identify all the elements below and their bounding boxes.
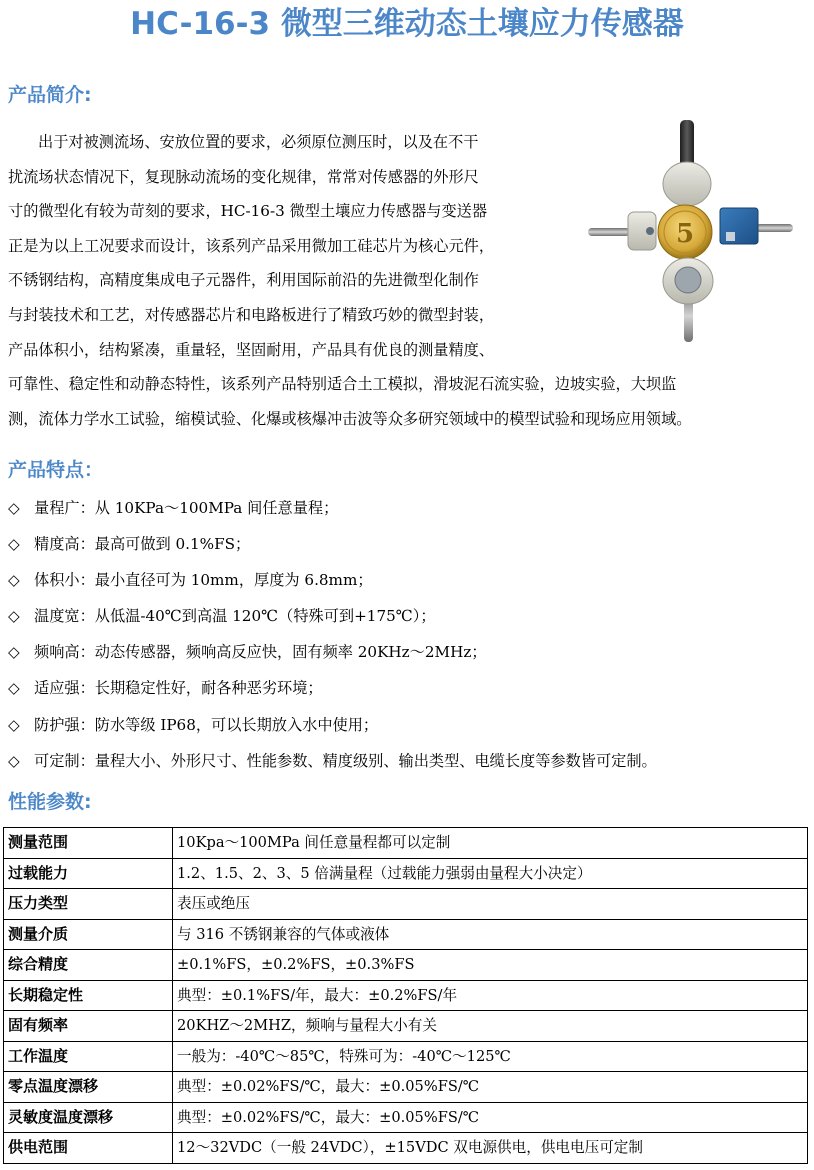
- diamond-icon: ◇: [8, 679, 20, 698]
- diamond-icon: ◇: [8, 751, 20, 770]
- param-name: 过载能力: [4, 858, 173, 889]
- param-name: 灵敏度温度漂移: [4, 1102, 173, 1133]
- param-value: 表压或绝压: [173, 889, 808, 920]
- intro-line: 与封装技术和工艺，对传感器芯片和电路板进行了精致巧妙的微型封装，: [8, 305, 494, 324]
- feature-item: [8, 598, 808, 634]
- param-value: 20KHZ～2MHZ，频响与量程大小有关: [173, 1011, 808, 1042]
- params-heading: 性能参数:: [8, 791, 92, 813]
- table-row: [4, 1133, 808, 1164]
- feature-list: [8, 490, 808, 779]
- intro-heading: 产品简介:: [8, 84, 92, 106]
- param-name: 综合精度: [4, 950, 173, 981]
- table-row: [4, 980, 808, 1011]
- param-name: 测量范围: [4, 828, 173, 859]
- table-row: [4, 950, 808, 981]
- feature-item: [8, 490, 808, 526]
- feature-item: [8, 526, 808, 562]
- diamond-icon: ◇: [8, 571, 20, 590]
- table-row: [4, 1072, 808, 1103]
- param-name: 供电范围: [4, 1133, 173, 1164]
- sensor-left-diaphragm: [646, 227, 654, 235]
- feature-item: [8, 634, 808, 670]
- feature-text: 量程广：从 10KPa～100MPa 间任意量程；: [34, 499, 339, 517]
- diamond-icon: ◇: [8, 535, 20, 554]
- feature-item: [8, 670, 808, 706]
- param-value: 与 316 不锈钢兼容的气体或液体: [173, 919, 808, 950]
- page-title: HC-16-3 微型三维动态土壤应力传感器: [130, 6, 684, 42]
- param-value: 典型：±0.02%FS/℃，最大：±0.05%FS/℃: [173, 1102, 808, 1133]
- intro-line: 可靠性、稳定性和动静态特性，该系列产品特别适合土工模拟，滑坡泥石流实验，边坡实验，大坝监: [8, 375, 677, 394]
- diamond-icon: ◇: [8, 643, 20, 662]
- feature-text: 精度高：最高可做到 0.1%FS；: [34, 535, 251, 554]
- sensor-bottom-diaphragm: [675, 267, 701, 293]
- coin-denomination: 5: [675, 219, 695, 249]
- feature-text: 体积小：最小直径可为 10mm，厚度为 6.8mm；: [34, 571, 373, 590]
- sensor-product-photo: [588, 120, 793, 342]
- feature-text: 防护强：防水等级 IP68，可以长期放入水中使用；: [34, 715, 379, 734]
- diamond-icon: ◇: [8, 607, 20, 626]
- intro-line: 出于对被测流场、安放位置的要求，必须原位测压时，以及在不干: [38, 133, 479, 151]
- diamond-icon: ◇: [8, 715, 20, 734]
- param-name: 长期稳定性: [4, 980, 173, 1011]
- param-name: 零点温度漂移: [4, 1072, 173, 1103]
- param-name: 工作温度: [4, 1041, 173, 1072]
- intro-line: 扰流场状态情况下，复现脉动流场的变化规律，常常对传感器的外形尺: [8, 167, 479, 186]
- intro-line: 寸的微型化有较为苛刻的要求，HC-16-3 微型土壤应力传感器与变送器: [8, 202, 488, 221]
- intro-line: 不锈钢结构，高精度集成电子元器件，利用国际前沿的先进微型化制作: [8, 271, 479, 290]
- sensor-right-port: [726, 232, 735, 241]
- param-value: 典型：±0.02%FS/℃，最大：±0.05%FS/℃: [173, 1072, 808, 1103]
- param-name: 固有频率: [4, 1011, 173, 1042]
- param-name: 测量介质: [4, 919, 173, 950]
- table-row: [4, 1102, 808, 1133]
- sensor-right: [720, 208, 758, 244]
- table-row: [4, 889, 808, 920]
- features-heading: 产品特点：: [8, 459, 104, 481]
- table-row: [4, 1011, 808, 1042]
- table-row: [4, 919, 808, 950]
- param-value: 12～32VDC（一般 24VDC），±15VDC 双电源供电，供电电压可定制: [173, 1133, 808, 1164]
- param-value: 一般为：-40℃～85℃，特殊可为：-40℃～125℃: [173, 1041, 808, 1072]
- feature-text: 适应强：长期稳定性好，耐各种恶劣环境；: [34, 679, 323, 698]
- feature-item: [8, 562, 808, 598]
- intro-line: 测，流体力学水工试验，缩模试验、化爆或核爆冲击波等众多研究领域中的模型试验和现场应用领域。: [8, 409, 692, 428]
- param-value: 10Kpa～100MPa 间任意量程都可以定制: [173, 828, 808, 859]
- intro-line: 正是为以上工况要求而设计，该系列产品采用微加工硅芯片为核心元件，: [8, 236, 494, 255]
- table-row: [4, 1041, 808, 1072]
- feature-text: 温度宽：从低温-40℃到高温 120℃（特殊可到+175℃）；: [34, 607, 436, 626]
- cable-right: [756, 224, 793, 232]
- sensor-top: [663, 162, 711, 206]
- feature-text: 可定制：量程大小、外形尺寸、性能参数、精度级别、输出类型、电缆长度等参数皆可定制。: [34, 751, 657, 770]
- diamond-icon: ◇: [8, 499, 20, 517]
- feature-text: 频响高：动态传感器，频响高反应快，固有频率 20KHz～2MHz；: [34, 643, 487, 662]
- intro-line: 产品体积小，结构紧凑，重量轻，坚固耐用，产品具有优良的测量精度、: [8, 340, 494, 359]
- param-value: ±0.1%FS，±0.2%FS，±0.3%FS: [173, 950, 808, 981]
- param-name: 压力类型: [4, 889, 173, 920]
- params-table: [3, 827, 808, 1164]
- param-value: 典型：±0.1%FS/年，最大：±0.2%FS/年: [173, 980, 808, 1011]
- param-value: 1.2、1.5、2、3、5 倍满量程（过载能力强弱由量程大小决定）: [173, 858, 808, 889]
- table-row: [4, 858, 808, 889]
- feature-item: [8, 743, 808, 779]
- table-row: [4, 828, 808, 859]
- cable-left: [588, 228, 630, 236]
- feature-item: [8, 707, 808, 743]
